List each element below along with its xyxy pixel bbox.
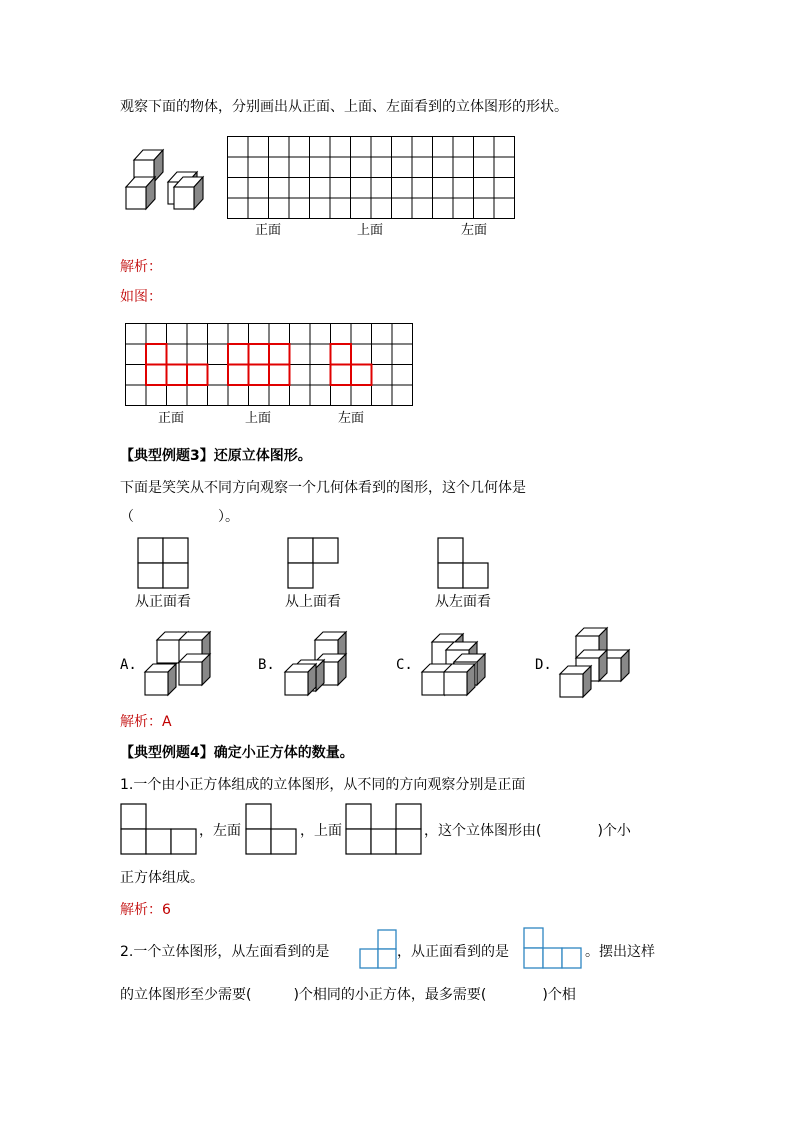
option-c-label: C. bbox=[396, 657, 413, 673]
grid-cell bbox=[290, 344, 311, 365]
grid-cell bbox=[474, 157, 495, 178]
grid-cell bbox=[126, 385, 147, 406]
grid-cell bbox=[126, 344, 147, 365]
grid-cell bbox=[289, 198, 310, 219]
grid-cell bbox=[228, 385, 249, 406]
caption-front-view: 从正面看 bbox=[135, 594, 191, 610]
q1-top-view bbox=[345, 803, 423, 857]
grid-cell bbox=[453, 198, 474, 219]
grid-cell bbox=[146, 385, 167, 406]
q1-after-left: ，上面 bbox=[300, 823, 342, 839]
grid-cell bbox=[228, 198, 249, 219]
grid-cell bbox=[474, 178, 495, 199]
grid-cell bbox=[474, 137, 495, 158]
grid-cell bbox=[269, 157, 290, 178]
instruction-text: 观察下面的物体，分别画出从正面、上面、左面看到的立体图形的形状。 bbox=[120, 99, 568, 115]
q2-front-view bbox=[523, 927, 585, 971]
grid-cell bbox=[392, 365, 413, 386]
grid-cell bbox=[290, 365, 311, 386]
grid-cell bbox=[494, 198, 515, 219]
grid-cell bbox=[249, 365, 270, 386]
view-left-l-shape bbox=[437, 537, 491, 591]
option-b-figure[interactable] bbox=[283, 628, 353, 698]
grid-cell bbox=[392, 157, 413, 178]
grid-cell bbox=[453, 178, 474, 199]
grid-cell bbox=[331, 324, 352, 345]
grid-cell bbox=[372, 365, 393, 386]
grid-cell bbox=[187, 385, 208, 406]
grid-cell bbox=[289, 178, 310, 199]
grid-cell bbox=[167, 324, 188, 345]
grid-cell bbox=[248, 157, 269, 178]
grid-cell bbox=[331, 365, 352, 386]
cube-front-left bbox=[560, 666, 591, 697]
grid-cell bbox=[372, 344, 393, 365]
grid-cell bbox=[351, 137, 372, 158]
grid-cell bbox=[494, 137, 515, 158]
grid-cell bbox=[269, 198, 290, 219]
grid-cell bbox=[228, 157, 249, 178]
grid-cell bbox=[228, 344, 249, 365]
example3-answer-blank: （ ）。 bbox=[120, 509, 239, 525]
q1-analysis: 解析：6 bbox=[120, 902, 171, 918]
example4-heading: 【典型例题4】确定小正方体的数量。 bbox=[120, 745, 354, 761]
cube-front-left bbox=[145, 664, 176, 695]
grid-cell bbox=[290, 324, 311, 345]
grid-cell bbox=[371, 157, 392, 178]
grid-cell bbox=[228, 137, 249, 158]
grid-cell bbox=[494, 178, 515, 199]
cube-front-right bbox=[444, 664, 475, 695]
grid-cell bbox=[187, 365, 208, 386]
grid-cell bbox=[392, 324, 413, 345]
grid-cell bbox=[187, 324, 208, 345]
q2-left-view bbox=[359, 929, 399, 971]
grid-cell bbox=[351, 324, 372, 345]
view-top-l-shape bbox=[287, 537, 341, 591]
answer-label-left: 左面 bbox=[338, 411, 365, 426]
grid-cell bbox=[289, 157, 310, 178]
grid-cell bbox=[310, 344, 331, 365]
q1-after-front: ，左面 bbox=[199, 823, 241, 839]
grid-cell bbox=[330, 178, 351, 199]
option-a-label: A. bbox=[120, 657, 137, 673]
answer-intro: 如图： bbox=[120, 289, 162, 305]
grid-cell bbox=[351, 198, 372, 219]
grid-cell bbox=[330, 198, 351, 219]
grid-cell bbox=[392, 178, 413, 199]
grid-cell bbox=[412, 198, 433, 219]
view-front-2x2 bbox=[137, 537, 191, 591]
grid-cell bbox=[453, 137, 474, 158]
answer-label-top: 上面 bbox=[245, 411, 272, 426]
cube-back-bottom-right bbox=[179, 654, 210, 685]
grid-cell bbox=[146, 344, 167, 365]
q1-line1: 1.一个由小正方体组成的立体图形，从不同的方向观察分别是正面 bbox=[120, 777, 526, 793]
grid-cell bbox=[146, 324, 167, 345]
grid-cell bbox=[126, 324, 147, 345]
grid-cell bbox=[248, 198, 269, 219]
example3-analysis: 解析：A bbox=[120, 714, 172, 730]
grid-cell bbox=[249, 324, 270, 345]
grid-cell bbox=[474, 198, 495, 219]
grid-cell bbox=[371, 137, 392, 158]
grid-cell bbox=[228, 365, 249, 386]
q1-after-top: ，这个立体图形由( )个小 bbox=[424, 823, 631, 839]
caption-top-view: 从上面看 bbox=[285, 594, 341, 610]
grid-cell bbox=[290, 385, 311, 406]
grid-cell bbox=[330, 157, 351, 178]
answer-label-front: 正面 bbox=[158, 411, 185, 426]
cube-front-left bbox=[285, 664, 316, 695]
cube-figure bbox=[122, 140, 217, 220]
q1-left-view bbox=[245, 803, 299, 857]
grid-cell bbox=[412, 157, 433, 178]
grid-cell bbox=[249, 344, 270, 365]
grid-cell bbox=[331, 344, 352, 365]
grid-cell bbox=[310, 324, 331, 345]
grid-cell bbox=[351, 178, 372, 199]
analysis-label: 解析： bbox=[120, 259, 162, 275]
grid-cell bbox=[208, 365, 229, 386]
grid-cell bbox=[331, 385, 352, 406]
grid-cell bbox=[351, 157, 372, 178]
grid-cell bbox=[433, 157, 454, 178]
grid-cell bbox=[310, 157, 331, 178]
grid-cell bbox=[351, 385, 372, 406]
grid-cell bbox=[167, 385, 188, 406]
q2-line2: 的立体图形至少需要( )个相同的小正方体，最多需要( )个相 bbox=[120, 987, 576, 1003]
grid-cell bbox=[269, 385, 290, 406]
grid-cell bbox=[433, 198, 454, 219]
grid-cell bbox=[310, 178, 331, 199]
grid-cell bbox=[351, 344, 372, 365]
cube-front-left bbox=[126, 177, 155, 209]
grid-cell bbox=[248, 137, 269, 158]
grid-label-left: 左面 bbox=[461, 223, 488, 238]
grid-cell bbox=[208, 324, 229, 345]
grid-cell bbox=[433, 178, 454, 199]
option-a-figure[interactable] bbox=[143, 628, 213, 698]
grid-cell bbox=[208, 344, 229, 365]
grid-cell bbox=[167, 365, 188, 386]
grid-cell bbox=[392, 198, 413, 219]
caption-left-view: 从左面看 bbox=[435, 594, 491, 610]
q2-part2: ，从正面看到的是 bbox=[397, 944, 509, 960]
grid-cell bbox=[289, 137, 310, 158]
grid-cell bbox=[310, 365, 331, 386]
option-d-figure[interactable] bbox=[558, 624, 638, 694]
option-b-label: B. bbox=[258, 657, 275, 673]
grid-cell bbox=[412, 137, 433, 158]
grid-label-front: 正面 bbox=[255, 223, 282, 238]
grid-cell bbox=[167, 344, 188, 365]
grid-cell bbox=[248, 178, 269, 199]
q1-line3: 正方体组成。 bbox=[120, 870, 204, 886]
example3-heading: 【典型例题3】还原立体图形。 bbox=[120, 448, 312, 464]
grid-cell bbox=[310, 385, 331, 406]
grid-cell bbox=[269, 344, 290, 365]
grid-cell bbox=[453, 157, 474, 178]
grid-cell bbox=[146, 365, 167, 386]
option-c-figure[interactable] bbox=[420, 628, 490, 698]
grid-cell bbox=[269, 137, 290, 158]
answer-grid bbox=[125, 323, 415, 407]
grid-cell bbox=[433, 137, 454, 158]
grid-cell bbox=[228, 324, 249, 345]
option-d-label: D. bbox=[535, 657, 552, 673]
grid-cell bbox=[494, 157, 515, 178]
grid-cell bbox=[371, 178, 392, 199]
grid-cell bbox=[372, 385, 393, 406]
grid-cell bbox=[228, 178, 249, 199]
empty-drawing-grid bbox=[227, 136, 517, 220]
grid-cell bbox=[392, 137, 413, 158]
grid-cell bbox=[249, 385, 270, 406]
grid-cell bbox=[269, 178, 290, 199]
grid-cell bbox=[330, 137, 351, 158]
grid-cell bbox=[269, 365, 290, 386]
grid-cell bbox=[208, 385, 229, 406]
grid-cell bbox=[412, 178, 433, 199]
grid-cell bbox=[351, 365, 372, 386]
q2-part1: 2.一个立体图形，从左面看到的是 bbox=[120, 944, 330, 960]
cube-front-right bbox=[174, 177, 203, 209]
grid-cell bbox=[269, 324, 290, 345]
example3-question: 下面是笑笑从不同方向观察一个几何体看到的图形，这个几何体是 bbox=[120, 480, 526, 496]
q1-front-view bbox=[120, 803, 198, 857]
grid-cell bbox=[392, 385, 413, 406]
grid-cell bbox=[310, 137, 331, 158]
grid-cell bbox=[187, 344, 208, 365]
grid-cell bbox=[371, 198, 392, 219]
grid-cell bbox=[372, 324, 393, 345]
q2-part3: 。摆出这样 bbox=[585, 944, 655, 960]
grid-cell bbox=[126, 365, 147, 386]
grid-cell bbox=[310, 198, 331, 219]
grid-label-top: 上面 bbox=[357, 223, 384, 238]
grid-cell bbox=[392, 344, 413, 365]
